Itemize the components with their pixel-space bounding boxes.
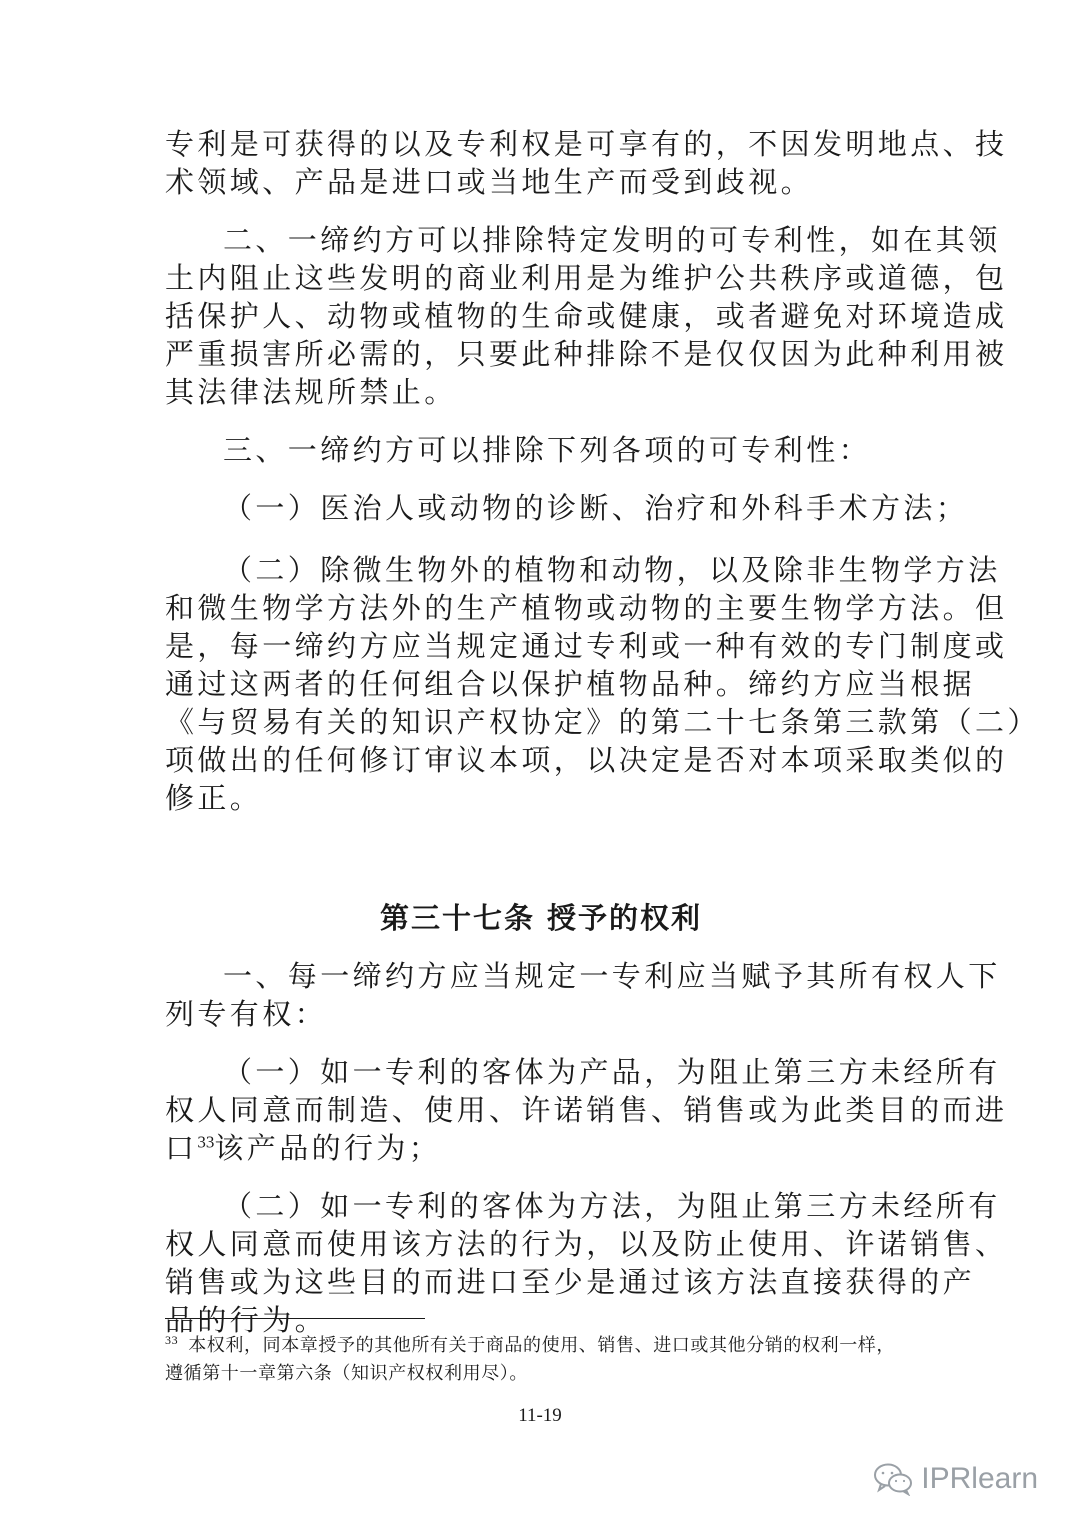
- paragraph-right-subitem-2: [165, 1187, 1008, 1339]
- text-line: （一）如一专利的客体为产品，为阻止第三方未经所有: [223, 1055, 1001, 1089]
- section-title: 第三十七条 授予的权利: [379, 901, 703, 935]
- paragraph-right-1: [165, 957, 1001, 1033]
- footnote-divider: [165, 1318, 425, 1319]
- text-line-with-footnote: [165, 1129, 917, 1167]
- text-line: 其法律法规所禁止。: [165, 375, 457, 409]
- text-line: 二、一缔约方可以排除特定发明的可专利性，如在其领: [223, 223, 1001, 257]
- text-line: （二）除微生物外的植物和动物，以及除非生物学方法: [223, 553, 1001, 587]
- paragraph-item-2: [165, 221, 1008, 411]
- footnote-reference[interactable]: 33: [197, 1132, 215, 1152]
- text-line: 《与贸易有关的知识产权协定》的第二十七条第三款第（二）: [165, 705, 1040, 739]
- text-line: 权人同意而使用该方法的行为，以及防止使用、许诺销售、: [165, 1227, 1008, 1261]
- paragraph-item-3: [165, 431, 917, 469]
- footnote-text: 本权利，同本章授予的其他所有关于商品的使用、销售、进口或其他分销的权利一样，: [188, 1335, 895, 1355]
- footnote: [165, 1326, 925, 1387]
- text-fragment: 该产品的行为；: [214, 1131, 442, 1165]
- text-line: 列专有权：: [165, 997, 328, 1031]
- text-line: （二）如一专利的客体为方法，为阻止第三方未经所有: [223, 1189, 1001, 1223]
- text-line: 术领域、产品是进口或当地生产而受到歧视。: [165, 165, 814, 199]
- footnote-line: [165, 1326, 925, 1359]
- text-line: 权人同意而制造、使用、许诺销售、销售或为此类目的而进: [165, 1093, 1008, 1127]
- text-line: 一、每一缔约方应当规定一专利应当赋予其所有权人下: [223, 959, 1001, 993]
- text-line: 销售或为这些目的而进口至少是通过该方法直接获得的产: [165, 1265, 976, 1299]
- document-body: [165, 125, 1040, 1359]
- text-line: 严重损害所必需的，只要此种排除不是仅仅因为此种利用被: [165, 337, 1008, 371]
- text-line: 通过这两者的任何组合以保护植物品种。缔约方应当根据: [165, 667, 976, 701]
- text-line: （一）医治人或动物的诊断、治疗和外科手术方法；: [223, 491, 969, 525]
- text-line: 和微生物学方法外的生产植物或动物的主要生物学方法。但: [165, 591, 1008, 625]
- footnote-number: 33: [165, 1333, 179, 1347]
- text-line: 是，每一缔约方应当规定通过专利或一种有效的专门制度或: [165, 629, 1008, 663]
- paragraph-continuation: [165, 125, 1008, 201]
- text-fragment: 口: [165, 1131, 198, 1165]
- page-number: 11-19: [518, 1405, 562, 1426]
- watermark-text: IPRlearn: [921, 1462, 1038, 1495]
- watermark: [873, 1462, 1038, 1496]
- text-line: 三、一缔约方可以排除下列各项的可专利性：: [223, 433, 872, 467]
- wechat-icon: [873, 1462, 913, 1496]
- paragraph-right-subitem-1: [165, 1053, 1008, 1167]
- text-line: 土内阻止这些发明的商业利用是为维护公共秩序或道德，包: [165, 261, 1008, 295]
- paragraph-subitem-1: [165, 489, 969, 527]
- text-line: 专利是可获得的以及专利权是可享有的，不因发明地点、技: [165, 127, 1008, 161]
- paragraph-subitem-2: [165, 551, 1040, 817]
- text-line: 修正。: [165, 781, 263, 815]
- footnote-line: 遵循第十一章第六条（知识产权权利用尽）。: [165, 1363, 528, 1383]
- text-line: 项做出的任何修订审议本项，以决定是否对本项采取类似的: [165, 743, 1008, 777]
- text-line: 品的行为。: [165, 1303, 328, 1337]
- text-line: 括保护人、动物或植物的生命或健康，或者避免对环境造成: [165, 299, 1008, 333]
